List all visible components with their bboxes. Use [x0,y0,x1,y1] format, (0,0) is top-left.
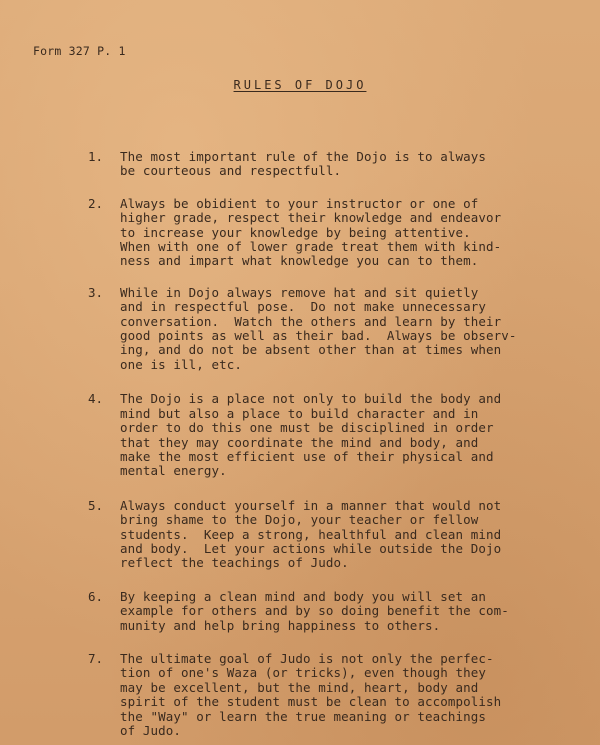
rules-list [88,150,568,738]
rule-number: 2. [88,195,104,211]
rule-number: 7. [88,650,104,666]
rule-item [88,286,568,372]
rule-number: 3. [88,284,104,300]
rule-text: The ultimate goal of Judo is not only the perfec- tion of one's Waza (or tricks), even though they may be excellent, but the mind, heart, body and spirit of the student must be clean to accompolish the "Way" or learn the true meaning or teachings of Judo. [120,650,502,738]
rule-text: While in Dojo always remove hat and sit quietly and in respectful pose. Do not make unnecessary conversation. Watch the others and learn by their good points as well as their bad. Always be observ- ing, and do not be absent other than at times when one is ill, etc. [120,284,517,372]
rule-text: Always conduct yourself in a manner that would not bring shame to the Dojo, your teacher or fellow students. Keep a strong, healthful and clean mind and body. Let your actions while outside the Dojo reflect the teachings of Judo. [120,497,502,571]
rule-item [88,150,568,179]
rule-number: 1. [88,149,104,164]
rule-item [88,499,568,571]
rule-number: 6. [88,588,104,604]
document-title: RULES OF DOJO [233,78,367,92]
rule-number: 4. [88,391,104,407]
rule-text: The most important rule of the Dojo is to always be courteous and respectfull. [120,149,487,179]
rule-text: Always be obidient to your instructor or one of higher grade, respect their knowledge and endeavor to increase your knowledge by being attentive. When with one of lower grade treat them with kind- ness and impart what knowledge you can to them. [120,195,502,269]
rule-item [88,197,568,269]
rule-text: By keeping a clean mind and body you will set an example for others and by so doing benefit the com- munity and help bring happiness to others. [120,588,509,633]
rule-number: 5. [88,497,104,513]
rule-item [88,392,568,478]
form-reference: Form 327 P. 1 [33,44,126,58]
rule-item [88,590,568,633]
rule-text: The Dojo is a place not only to build the body and mind but also a place to build character and in order to do this one must be disciplined in order that they may coordinate the mind and body, and make the most efficient use of their physical and mental energy. [120,391,502,479]
rule-item [88,652,568,738]
